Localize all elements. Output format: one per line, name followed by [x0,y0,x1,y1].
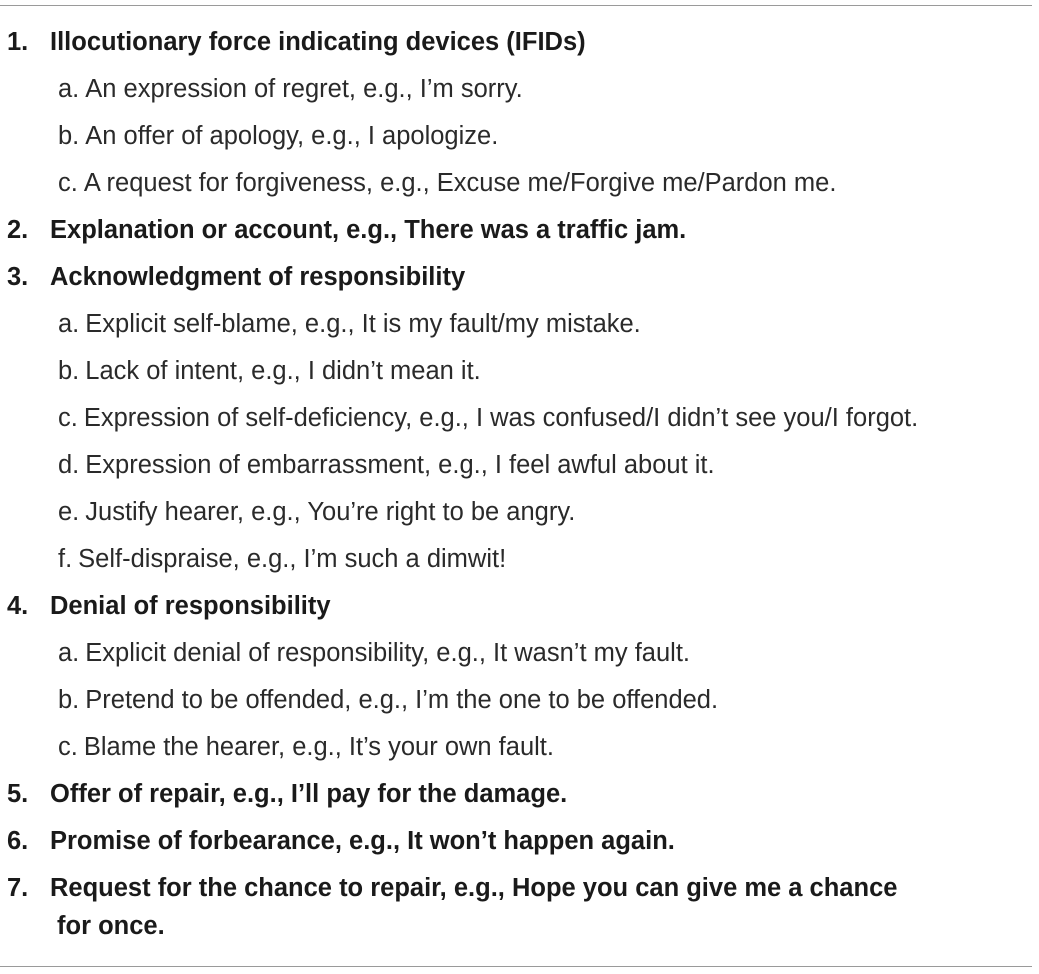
sub-item-1a [0,66,1039,113]
sub-item-text: A request for forgiveness, e.g., Excuse me/Forgive me/Pardon me. [83,169,837,197]
sub-item-letter: c. [58,404,78,432]
item-text: Explanation or account, e.g., There was a traffic jam. [50,216,687,244]
sub-item-text: Expression of embarrassment, e.g., I feel awful about it. [85,451,715,479]
sub-item-3b [0,348,1039,395]
item-number: 5. [7,780,29,808]
item-number: 6. [7,827,29,855]
sub-item-text: Explicit denial of responsibility, e.g., It wasn’t my fault. [85,639,690,667]
item-number: 3. [7,263,29,291]
bottom-rule [0,966,1032,967]
sub-item-3a [0,301,1039,348]
list-item-6 [0,818,1039,865]
sub-item-4b [0,677,1039,724]
sub-item-3f [0,536,1039,583]
sub-item-text: Lack of intent, e.g., I didn’t mean it. [85,357,481,385]
list-item-5 [0,771,1039,818]
sub-item-text: Expression of self-deficiency, e.g., I was confused/I didn’t see you/I forgot. [83,404,919,432]
sub-item-text: An offer of apology, e.g., I apologize. [85,122,499,150]
list-item-3 [0,254,1039,301]
list-item-4 [0,583,1039,630]
list-item-2 [0,207,1039,254]
sub-item-1b [0,113,1039,160]
sub-item-letter: b. [58,122,80,150]
list-item-1 [0,19,1039,66]
sub-item-letter: a. [58,639,80,667]
item-text: Acknowledgment of responsibility [50,263,466,291]
sub-item-text: Pretend to be offended, e.g., I’m the one to be offended. [85,686,719,714]
sub-item-1c [0,160,1039,207]
sub-item-text: Explicit self-blame, e.g., It is my fault/my mistake. [85,310,641,338]
sub-item-letter: a. [58,75,80,103]
sub-item-letter: b. [58,357,80,385]
list-item-7 [0,865,1039,912]
sub-item-3c [0,395,1039,442]
sub-item-letter: c. [58,733,78,761]
item-number: 1. [7,28,29,56]
sub-item-letter: b. [58,686,80,714]
sub-item-letter: c. [58,169,78,197]
item-text: Denial of responsibility [50,592,331,620]
sub-item-letter: d. [58,451,80,479]
sub-item-text: Self-dispraise, e.g., I’m such a dimwit! [78,545,507,573]
item-number: 7. [7,874,29,902]
item-text: Offer of repair, e.g., I’ll pay for the damage. [50,780,568,808]
apology-strategies-list [0,19,1039,950]
list-item-7-continuation [0,912,1039,950]
item-text: Promise of forbearance, e.g., It won’t happen again. [50,827,675,855]
sub-item-4a [0,630,1039,677]
sub-item-3e [0,489,1039,536]
sub-item-4c [0,724,1039,771]
item-number: 4. [7,592,29,620]
top-rule [0,5,1032,6]
sub-item-letter: a. [58,310,80,338]
sub-item-text: Blame the hearer, e.g., It’s your own fault. [83,733,554,761]
item-text: Illocutionary force indicating devices (IFIDs) [50,28,586,56]
item-text-continuation: for once. [57,912,165,940]
item-text: Request for the chance to repair, e.g., Hope you can give me a chance [50,874,898,902]
sub-item-text: An expression of regret, e.g., I’m sorry. [85,75,523,103]
sub-item-letter: e. [58,498,80,526]
sub-item-text: Justify hearer, e.g., You’re right to be angry. [85,498,576,526]
sub-item-3d [0,442,1039,489]
sub-item-letter: f. [58,545,73,573]
item-number: 2. [7,216,29,244]
